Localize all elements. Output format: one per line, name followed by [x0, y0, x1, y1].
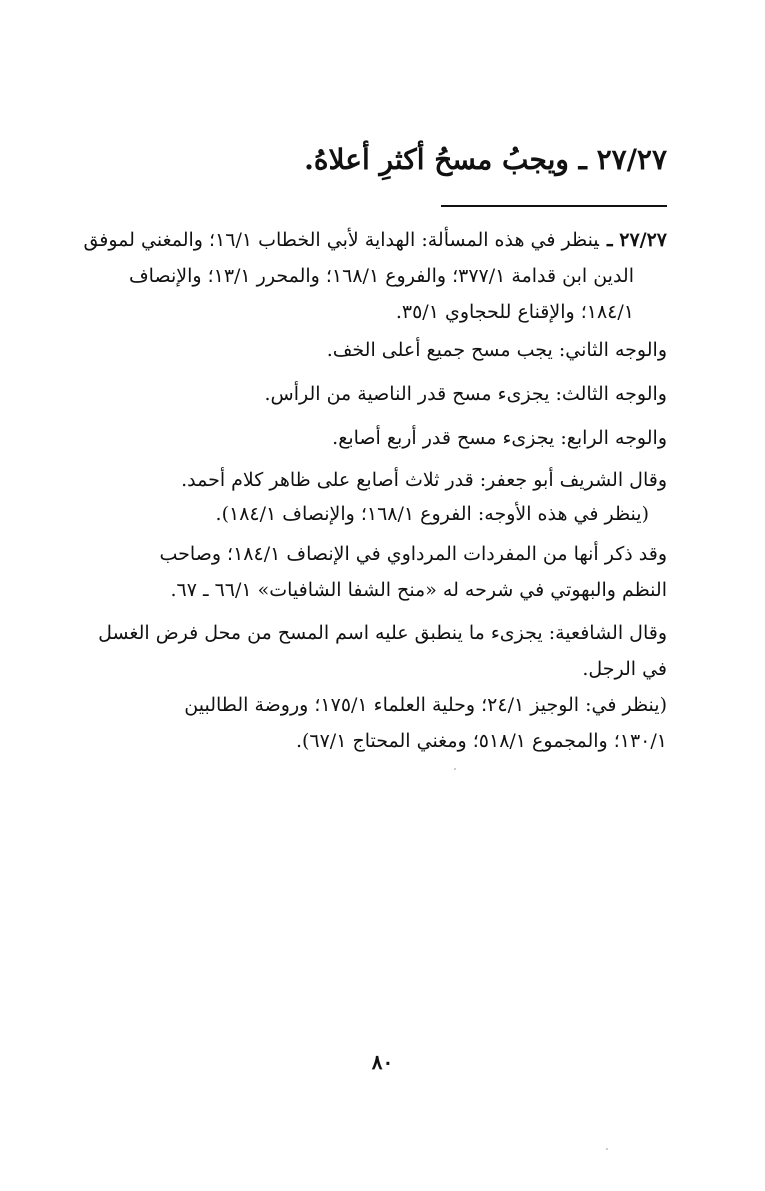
footnote-separator [441, 205, 667, 207]
paragraph-third-view: والوجه الثالث: يجزىء مسح قدر الناصية من الرأس. [264, 383, 667, 405]
shafii-line-1: وقال الشافعية: يجزىء ما ينطبق عليه اسم المسح من محل فرض الغسل [98, 622, 667, 644]
paragraph-mufradat [67, 536, 667, 608]
paragraph-second-view: والوجه الثاني: يجب مسح جميع أعلى الخف. [326, 339, 667, 361]
scan-speck [606, 1148, 608, 1150]
page-number: ٨٠ [371, 1050, 394, 1074]
heading-text: ويجبُ مسحُ أكثرِ أعلاهُ. [304, 143, 569, 176]
paragraph-sharif-abu-jafar: وقال الشريف أبو جعفر: قدر ثلاث أصابع على ظاهر كلام أحمد. [181, 469, 667, 491]
footnote [67, 222, 667, 330]
scan-speck [454, 768, 456, 770]
heading-dash: ـ [578, 143, 587, 176]
section-heading [67, 138, 667, 182]
heading-number: ٢٧/٢٧ [596, 143, 667, 176]
footnote-number: ٢٧/٢٧ ـ [607, 229, 667, 251]
shafii-ref-line-1: (ينظر في: الوجيز ٢٤/١؛ وحلية العلماء ١٧٥/١؛ وروضة الطالبين [184, 694, 667, 716]
footnote-line-3: ١٨٤/١؛ والإقناع للحجاوي ٣٥/١. [395, 301, 634, 323]
paragraph-shafii-reference [67, 687, 667, 759]
footnote-first-line [67, 222, 667, 258]
shafii-ref-line-2: ١٣٠/١؛ والمجموع ٥١٨/١؛ ومغني المحتاج ٦٧/١). [295, 730, 667, 752]
shafii-line-2: في الرجل. [582, 658, 667, 680]
footnote-line-1: ينظر في هذه المسألة: الهداية لأبي الخطاب ١٦/١؛ والمغني لموفق [83, 229, 600, 251]
paragraph-fourth-view: والوجه الرابع: يجزىء مسح قدر أربع أصابع. [332, 427, 667, 449]
mufradat-line-2: النظم والبهوتي في شرحه له «منح الشفا الشافيات» ٦٦/١ ـ ٦٧. [170, 579, 667, 601]
footnote-line-2: الدين ابن قدامة ٣٧٧/١؛ والفروع ١٦٨/١؛ والمحرر ١٣/١؛ والإنصاف [128, 265, 634, 287]
mufradat-line-1: وقد ذكر أنها من المفردات المرداوي في الإنصاف ١٨٤/١؛ وصاحب [159, 543, 667, 565]
paragraph-views-reference: (ينظر في هذه الأوجه: الفروع ١٦٨/١؛ والإنصاف ١٨٤/١). [215, 503, 649, 525]
paragraph-shafii [67, 615, 667, 687]
